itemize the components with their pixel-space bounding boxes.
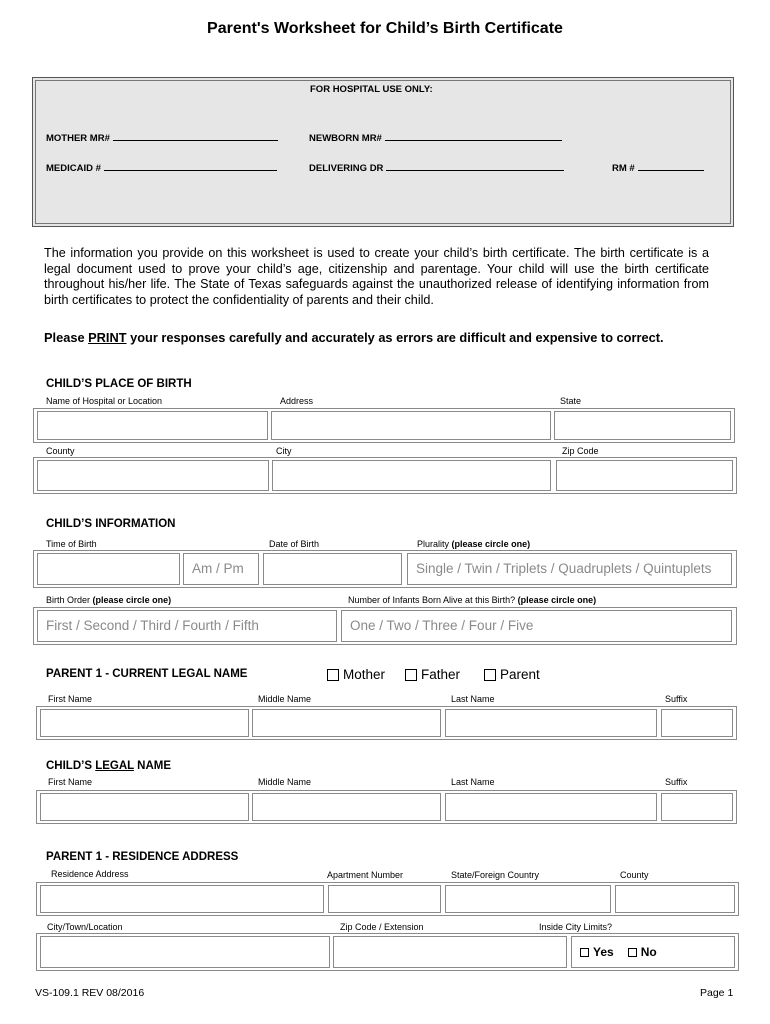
no-label: No <box>640 945 657 959</box>
child-legal-heading-before: CHILD’S <box>46 760 96 772</box>
form-id: VS-109.1 REV 08/2016 <box>35 987 145 999</box>
parent-role-father[interactable] <box>405 667 460 682</box>
inside-city-yes[interactable] <box>580 946 614 958</box>
residence-row-2 <box>36 933 739 971</box>
newborn-mr-field[interactable] <box>309 131 562 144</box>
residence-city-label: City/Town/Location <box>47 922 123 932</box>
mother-mr-field[interactable] <box>46 131 278 144</box>
parent1-last-label: Last Name <box>451 694 495 704</box>
birth-order-label-note: (please circle one) <box>92 595 172 605</box>
newborn-mr-line <box>385 131 562 141</box>
yes-label: Yes <box>593 945 614 959</box>
child-legal-name-heading <box>46 760 171 772</box>
parent1-suffix-label: Suffix <box>665 694 688 704</box>
residence-zip-label: Zip Code / Extension <box>340 922 424 932</box>
plurality-label-text: Plurality <box>417 539 450 549</box>
time-of-birth-input[interactable] <box>37 553 180 585</box>
child-middle-label: Middle Name <box>258 777 312 787</box>
child-legal-heading-after: NAME <box>133 760 172 772</box>
father-option-label: Father <box>421 667 461 682</box>
parent1-suffix-input[interactable] <box>661 709 733 737</box>
page-title: Parent's Worksheet for Child’s Birth Certificate <box>207 20 563 37</box>
residence-city-input[interactable] <box>40 936 330 968</box>
child-last-label: Last Name <box>451 777 495 787</box>
rm-label: RM # <box>612 163 635 174</box>
mother-mr-label: MOTHER MR# <box>46 133 110 144</box>
rm-field[interactable] <box>612 161 704 174</box>
residence-address-input[interactable] <box>40 885 324 913</box>
hospital-use-heading: FOR HOSPITAL USE ONLY: <box>310 84 433 95</box>
hospital-input[interactable] <box>37 411 268 440</box>
child-legal-name-row <box>36 790 737 824</box>
medicaid-field[interactable] <box>46 161 277 174</box>
child-info-row-1 <box>33 550 737 588</box>
yes-checkbox[interactable] <box>580 948 589 957</box>
child-info-row-2 <box>33 607 737 645</box>
parent1-first-input[interactable] <box>40 709 249 737</box>
newborn-mr-label: NEWBORN MR# <box>309 133 382 144</box>
instruction-emphasis: PRINT <box>88 330 127 345</box>
birth-order-choice[interactable] <box>37 610 337 642</box>
hospital-label: Name of Hospital or Location <box>46 396 163 406</box>
delivering-dr-field[interactable] <box>309 161 564 174</box>
mother-checkbox[interactable] <box>327 669 339 681</box>
child-suffix-label: Suffix <box>665 777 688 787</box>
hospital-use-box <box>32 77 734 227</box>
am-pm-choice[interactable] <box>183 553 259 585</box>
infants-alive-label-note: (please circle one) <box>517 595 597 605</box>
city-label: City <box>276 446 292 456</box>
state-label: State <box>560 396 582 406</box>
inside-city-label: Inside City Limits? <box>539 922 613 932</box>
child-legal-heading-emphasis: LEGAL <box>95 760 134 772</box>
mother-mr-line <box>113 131 278 141</box>
residence-address-label: Residence Address <box>51 869 129 879</box>
county-label: County <box>46 446 75 456</box>
county-input[interactable] <box>37 460 269 491</box>
instruction-after: your responses carefully and accurately as errors are difficult and expensive to correct. <box>126 330 664 345</box>
parent-role-mother[interactable] <box>327 667 385 682</box>
child-first-input[interactable] <box>40 793 249 821</box>
place-of-birth-row-1 <box>33 408 735 443</box>
inside-city-no[interactable] <box>628 946 657 958</box>
child-middle-input[interactable] <box>252 793 441 821</box>
infants-alive-choice[interactable] <box>341 610 732 642</box>
residence-heading: PARENT 1 - RESIDENCE ADDRESS <box>46 851 239 863</box>
medicaid-line <box>104 161 277 171</box>
no-checkbox[interactable] <box>628 948 637 957</box>
birth-order-label <box>46 595 171 605</box>
infants-alive-label <box>348 595 596 605</box>
plurality-choice[interactable] <box>407 553 732 585</box>
page-number: Page 1 <box>700 987 734 999</box>
residence-row-1 <box>36 882 739 916</box>
parent-role-parent[interactable] <box>484 667 540 682</box>
parent1-name-row <box>36 706 737 740</box>
medicaid-label: MEDICAID # <box>46 163 101 174</box>
parent1-last-input[interactable] <box>445 709 657 737</box>
residence-zip-input[interactable] <box>333 936 567 968</box>
place-of-birth-heading: CHILD’S PLACE OF BIRTH <box>46 378 192 390</box>
delivering-dr-line <box>386 161 564 171</box>
apartment-label: Apartment Number <box>327 870 404 880</box>
residence-county-label: County <box>620 870 649 880</box>
address-label: Address <box>280 396 314 406</box>
state-country-input[interactable] <box>445 885 611 913</box>
print-instruction <box>44 330 664 345</box>
zip-input[interactable] <box>556 460 733 491</box>
date-of-birth-label: Date of Birth <box>269 539 320 549</box>
infants-options-text: One / Two / Three / Four / Five <box>350 618 534 634</box>
am-pm-text: Am / Pm <box>192 561 244 577</box>
infants-alive-label-text: Number of Infants Born Alive at this Birth? <box>348 595 516 605</box>
child-info-heading: CHILD’S INFORMATION <box>46 518 176 530</box>
mother-option-label: Mother <box>343 667 386 682</box>
residence-county-input[interactable] <box>615 885 735 913</box>
place-of-birth-row-2 <box>33 457 737 494</box>
birth-order-options-text: First / Second / Third / Fourth / Fifth <box>46 618 259 634</box>
parent-checkbox[interactable] <box>484 669 496 681</box>
apartment-input[interactable] <box>328 885 441 913</box>
plurality-label <box>417 539 530 549</box>
child-last-input[interactable] <box>445 793 657 821</box>
delivering-dr-label: DELIVERING DR <box>309 163 384 174</box>
birth-order-label-text: Birth Order <box>46 595 91 605</box>
date-of-birth-input[interactable] <box>263 553 402 585</box>
rm-line <box>638 161 704 171</box>
instruction-before: Please <box>44 330 89 345</box>
parent1-middle-label: Middle Name <box>258 694 312 704</box>
parent1-middle-input[interactable] <box>252 709 441 737</box>
intro-paragraph: The information you provide on this worksheet is used to create your child’s birth certificate. The birth certificate is a legal document used to prove your child’s age, citizenship and parentage. Your child will use the birth certificate throughout his/her life. The State of Texas safeguards against the unauthorized release of identifying information from birth certificates to protect the confidentiality of parents and their child. <box>44 246 709 307</box>
child-suffix-input[interactable] <box>661 793 733 821</box>
father-checkbox[interactable] <box>405 669 417 681</box>
child-first-label: First Name <box>48 777 93 787</box>
address-input[interactable] <box>271 411 551 440</box>
state-country-label: State/Foreign Country <box>451 870 540 880</box>
time-of-birth-label: Time of Birth <box>46 539 97 549</box>
plurality-options-text: Single / Twin / Triplets / Quadruplets / Quintuplets <box>416 561 712 577</box>
inside-city-choice <box>571 936 735 968</box>
city-input[interactable] <box>272 460 551 491</box>
parent1-first-label: First Name <box>48 694 93 704</box>
parent-option-label: Parent <box>500 667 540 682</box>
zip-label: Zip Code <box>562 446 599 456</box>
state-input[interactable] <box>554 411 731 440</box>
plurality-label-note: (please circle one) <box>451 539 531 549</box>
parent1-name-heading: PARENT 1 - CURRENT LEGAL NAME <box>46 668 248 680</box>
